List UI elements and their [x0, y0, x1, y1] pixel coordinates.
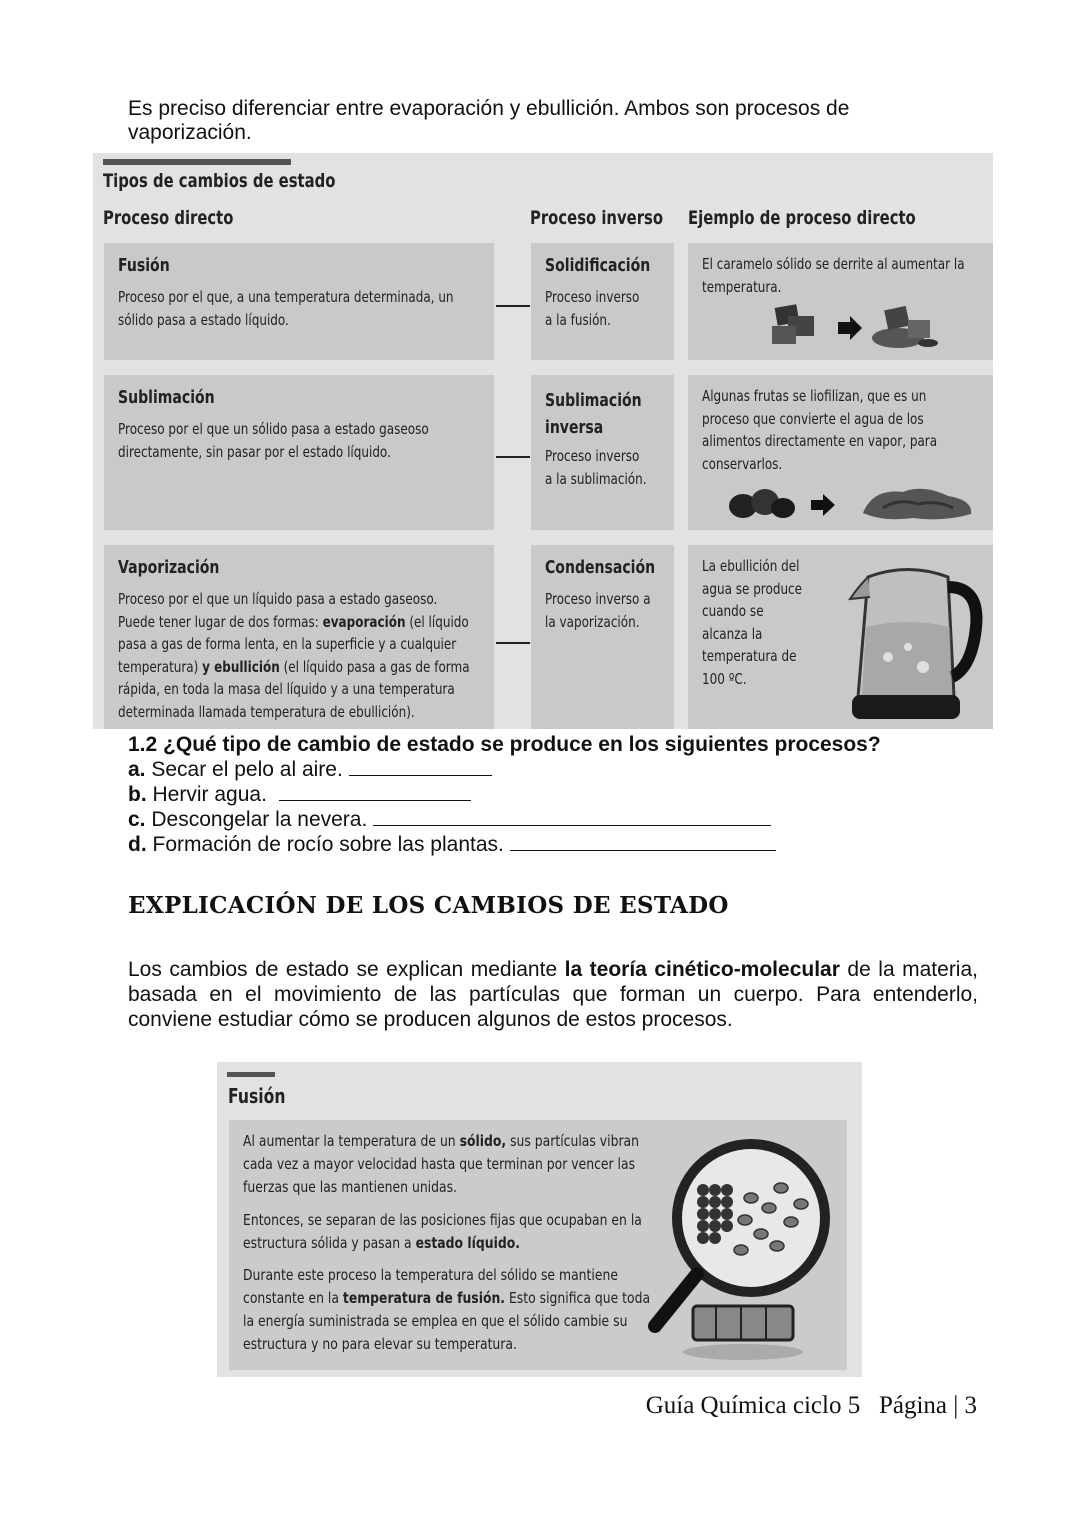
inverse-title: Sublimación inversa	[545, 390, 642, 438]
connector-line	[496, 305, 530, 307]
figure-title: Tipos de cambios de estado	[103, 170, 336, 192]
bold-term: y ebullición	[202, 657, 280, 676]
page-footer	[646, 1392, 977, 1420]
figure-accent-bar	[103, 159, 291, 165]
inverse-box-condensation	[531, 545, 674, 729]
bold-term: evaporación	[322, 612, 406, 631]
inverse-box-inverse-sublimation	[531, 375, 674, 530]
direct-title: Vaporización	[118, 557, 220, 578]
direct-title: Sublimación	[118, 387, 215, 408]
direct-text: Proceso por el que, a una temperatura determinada, un sólido pasa a estado líquido.	[118, 288, 454, 329]
answer-blank[interactable]	[279, 782, 471, 801]
direct-box-vaporization	[104, 545, 494, 729]
text-span: (el líquido pasa a gas de forma rápida, en toda la masa del líquido y a una temperatura determinada llamada temperatura de ebullición).	[118, 657, 470, 721]
bold-term: sólido,	[459, 1132, 507, 1150]
column-header-inverse: Proceso inverso	[530, 207, 664, 229]
fusion-paragraph-3	[243, 1264, 651, 1356]
fusion-paragraph-2	[243, 1209, 651, 1255]
item-letter: a.	[128, 758, 146, 781]
connector-line	[496, 642, 530, 644]
question-item-c	[128, 807, 771, 832]
item-letter: c.	[128, 808, 146, 831]
item-letter: d.	[128, 833, 147, 856]
fruit-freeze-drying-illustration	[723, 478, 983, 523]
inverse-title: Condensación	[545, 557, 656, 578]
intro-line-2: vaporización.	[128, 121, 252, 144]
question-item-d	[128, 832, 776, 857]
direct-box-sublimation	[104, 375, 494, 530]
kettle-illustration	[848, 557, 983, 727]
item-text: Formación de rocío sobre las plantas.	[152, 833, 504, 856]
question-title: 1.2 ¿Qué tipo de cambio de estado se produce en los siguientes procesos?	[128, 733, 881, 756]
figure-accent-bar	[227, 1072, 275, 1077]
fusion-panel	[229, 1120, 847, 1370]
intro-line-1: Es preciso diferenciar entre evaporación y ebullición. Ambos son procesos de	[128, 97, 850, 120]
item-letter: b.	[128, 783, 147, 806]
caramel-melting-illustration	[768, 298, 958, 358]
text-span: Durante este proceso la temperatura del sólido se mantiene constante en la	[243, 1266, 618, 1307]
inverse-title: Solidificación	[545, 255, 651, 276]
text-span: Entonces, se separan de las posiciones fijas que ocupaban en la estructura sólida y pasan a	[243, 1211, 642, 1252]
direct-text: Proceso por el que un sólido pasa a estado gaseoso directamente, sin pasar por el estado líquido.	[118, 420, 429, 461]
direct-box-fusion	[104, 243, 494, 360]
text-span: de la materia, basada en el movimiento de las partículas que forman un cuerpo. Para entenderlo, conviene estudiar cómo se producen algunos de estos procesos.	[128, 958, 978, 1031]
answer-blank[interactable]	[349, 757, 492, 776]
text-span: Esto significa que toda la energía suministrada se emplea en que el sólido cambie su estructura y no para elevar su temperatura.	[243, 1289, 651, 1353]
item-text: Descongelar la nevera.	[151, 808, 368, 831]
example-text: El caramelo sólido se derrite al aumentar la temperatura.	[702, 255, 965, 296]
inverse-text: Proceso inverso a la sublimación.	[545, 447, 647, 488]
inverse-text: Proceso inverso a la vaporización.	[545, 590, 651, 631]
fusion-figure	[217, 1062, 862, 1377]
text-span: Los cambios de estado se explican mediante	[128, 958, 565, 981]
example-box-freeze-dried-fruit	[688, 375, 993, 530]
footer-guide: Guía Química ciclo 5	[645, 1392, 861, 1419]
answer-blank[interactable]	[373, 807, 771, 826]
section-paragraph	[128, 957, 978, 1032]
footer-page-number: Página | 3	[878, 1392, 977, 1419]
example-text: Algunas frutas se liofilizan, que es un proceso que convierte el agua de los alimentos directamente en vapor, para conservarlos.	[702, 387, 938, 473]
bold-term: estado líquido.	[415, 1234, 520, 1252]
state-changes-figure	[93, 153, 993, 729]
inverse-box-solidification	[531, 243, 674, 360]
fusion-paragraph-1	[243, 1130, 651, 1199]
column-header-direct: Proceso directo	[103, 207, 234, 229]
figure-title: Fusión	[228, 1084, 286, 1108]
inverse-text: Proceso inverso a la fusión.	[545, 288, 640, 329]
connector-line	[496, 456, 530, 458]
question-item-a	[128, 757, 492, 782]
bold-term: temperatura de fusión.	[342, 1289, 505, 1307]
question-item-b	[128, 782, 471, 807]
direct-title: Fusión	[118, 255, 170, 276]
example-box-caramel	[688, 243, 993, 360]
text-span: Al aumentar la temperatura de un	[243, 1132, 460, 1150]
bold-term: la teoría cinético-molecular	[564, 958, 840, 981]
text-span: (el líquido pasa a gas de forma lenta, en la superficie y a cualquier temperatura)	[118, 612, 469, 676]
example-text: La ebullición del agua se produce cuando se alcanza la temperatura de 100 ºC.	[702, 557, 803, 688]
text-span: sus partículas vibran cada vez a mayor velocidad hasta que terminan por vencer las fuerzas que las mantienen unidas.	[243, 1132, 639, 1196]
example-box-kettle	[688, 545, 993, 729]
answer-blank[interactable]	[510, 832, 776, 851]
column-header-example: Ejemplo de proceso directo	[688, 207, 916, 229]
text-span: Proceso por el que un líquido pasa a estado gaseoso. Puede tener lugar de dos formas:	[118, 590, 438, 631]
item-text: Hervir agua.	[152, 783, 267, 806]
direct-text	[118, 588, 478, 723]
magnifying-glass-illustration	[641, 1138, 847, 1370]
section-title: EXPLICACIÓN DE LOS CAMBIOS DE ESTADO	[128, 892, 729, 919]
item-text: Secar el pelo al aire.	[151, 758, 343, 781]
